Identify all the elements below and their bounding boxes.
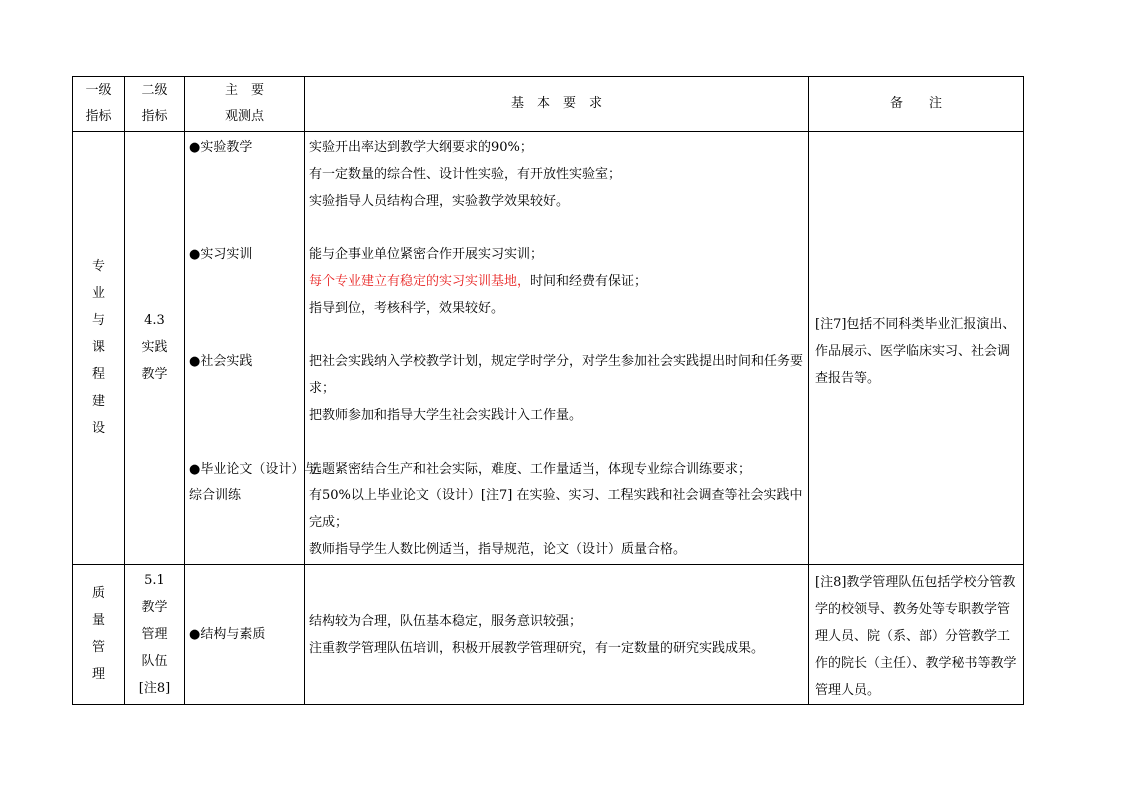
- header-requirements: 基 本 要 求: [305, 77, 809, 132]
- section1-level1: 专 业 与 课 程 建 设: [73, 132, 125, 565]
- header-remarks: 备 注: [809, 77, 1024, 132]
- req-line: 指导到位，考核科学，效果较好。: [309, 300, 505, 316]
- observe-point-structure: ●结构与素质: [189, 627, 266, 643]
- section2-level2: 5.1 教学 管理 队伍 [注8]: [125, 564, 185, 704]
- req-line: 把教师参加和指导大学生社会实践计入工作量。: [309, 407, 583, 423]
- observe-point-social-practice: ●社会实践: [189, 354, 253, 370]
- req-line: 有50%以上毕业论文（设计）[注7] 在实验、实习、工程实践和社会调查等社会实践中完成；: [309, 488, 803, 531]
- req-line: 选题紧密结合生产和社会实际，难度、工作量适当，体现专业综合训练要求；: [309, 461, 752, 477]
- header-row: [73, 77, 1024, 132]
- highlighted-text: 每个专业建立有稳定的实习实训基地，: [309, 273, 531, 289]
- section1-observe: [185, 132, 318, 565]
- req-line: 把社会实践纳入学校教学计划，规定学时学分，对学生参加社会实践提出时间和任务要求；: [309, 354, 804, 397]
- header-level1: 一级 指标: [73, 77, 125, 132]
- section2-requirements: [305, 564, 809, 704]
- req-line: 注重教学管理队伍培训，积极开展教学管理研究，有一定数量的研究实践成果。: [309, 640, 765, 656]
- req-line: 能与企事业单位紧密合作开展实习实训；: [309, 247, 544, 263]
- evaluation-table: [72, 76, 1024, 705]
- observe-point-internship: ●实习实训: [189, 247, 253, 263]
- header-level2: 二级 指标: [125, 77, 185, 132]
- section1-requirements: [305, 132, 809, 565]
- section2-row: [73, 564, 1024, 704]
- req-line: 结构较为合理，队伍基本稳定，服务意识较强；: [309, 613, 583, 629]
- req-line: 实验指导人员结构合理，实验教学效果较好。: [309, 193, 570, 209]
- req-line: 每个专业建立有稳定的实习实训基地，时间和经费有保证；: [309, 273, 648, 289]
- section1-remarks: [注7]包括不同科类毕业汇报演出、作品展示、医学临床实习、社会调查报告等。: [809, 132, 1024, 565]
- section1-level2: 4.3 实践 教学: [125, 132, 185, 565]
- section1-row: [73, 132, 1024, 565]
- observe-point-experiment: ●实验教学: [189, 140, 253, 155]
- observe-point-thesis: ●毕业论文（设计）与: [189, 461, 318, 477]
- section2-remarks: [注8]教学管理队伍包括学校分管教学的校领导、教务处等专职教学管理人员、院（系、部）分管教学工作的院长（主任）、教学秘书等教学管理人员。: [809, 564, 1024, 704]
- section2-level1: 质 量 管 理: [73, 564, 125, 704]
- req-line: 有一定数量的综合性、设计性实验，有开放性实验室；: [309, 166, 622, 182]
- req-line: 教师指导学生人数比例适当，指导规范，论文（设计）质量合格。: [309, 541, 687, 557]
- section2-observe: [185, 564, 305, 704]
- header-observe: 主 要 观测点: [185, 77, 305, 132]
- req-line: 实验开出率达到教学大纲要求的90%；: [309, 140, 533, 155]
- observe-point-thesis-cont: 综合训练: [189, 488, 242, 504]
